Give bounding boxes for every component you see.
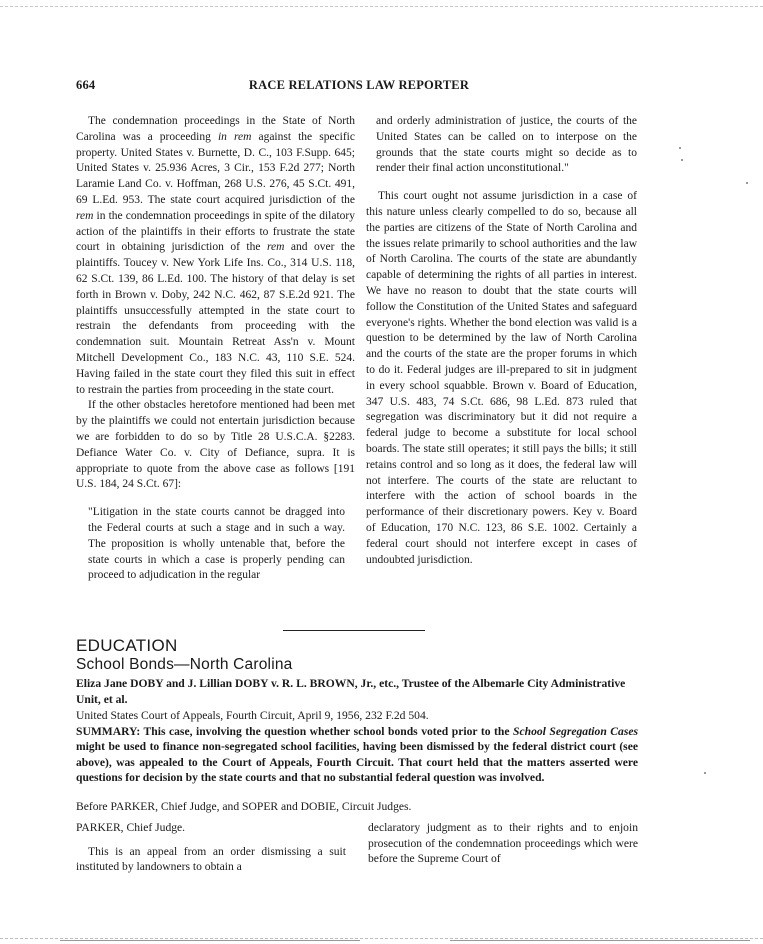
bottom-dashed-border — [0, 938, 763, 939]
block-quote: "Litigation in the state courts cannot be dragged into the Federal courts at such a stage and in such a way. The proposition is wholly untenable that, before the state courts in which a case is properly pending can proceed to adjudication in the regular — [88, 506, 345, 582]
opinion-left-text: This is an appeal from an order dismissing a suit instituted by landowners to obtain a — [76, 844, 346, 874]
case-summary: SUMMARY: This case, involving the question whether school bonds voted prior to the School Segregation Cases might be used to finance non-segregated school facilities, having been dismissed by the federal district court (see above), was appealed to the Court of Appeals, Fourth Circuit. That court held that the matters asserted were questions for decision by the state courts and that no substantial federal question was involved. — [76, 725, 638, 785]
scan-speck — [704, 772, 706, 774]
section-subtitle: School Bonds—North Carolina — [76, 656, 293, 673]
opinion-author: PARKER, Chief Judge. — [76, 821, 186, 834]
block-quote-continued: and orderly administration of justice, the courts of the United States can be called on to interpose on the grounds that the state courts might so decide as to render their final action unconstitutional." — [376, 115, 637, 175]
page-header — [76, 78, 642, 94]
section-heading — [76, 636, 292, 674]
section-divider — [283, 630, 425, 631]
left-paragraph-1: The condemnation proceedings in the State of North Carolina was a proceeding in rem against the specific property. United States v. Burnette, D. C., 103 F.Supp. 645; United States v. 25.936 Acres, 3 Cir., 153 F.2d 277; North Laramie Land Co. v. Hoffman, 268 U.S. 276, 45 S.Ct. 491, 69 L.Ed. 953. The state court acquired jurisdiction of the rem in the condemnation proceedings in spite of the dilatory action of the plaintiffs in their efforts to frustrate the state court in obtaining jurisdiction of the rem and over the plaintiffs. Toucey v. New York Life Ins. Co., 314 U.S. 118, 62 S.Ct. 139, 86 L.Ed. 100. The history of that delay is set forth in Brown v. Doby, 242 N.C. 462, 87 S.E.2d 921. The plaintiffs unsuccessfully attempted in the state court to restrain the defendants from proceeding with the condemnation suit. Mountain Retreat Ass'n v. Mount Mitchell Development Co., 183 N.C. 43, 110 S.E. 524. Having failed in the state court they filed this suit in effect to restrain the parties from proceeding in the state court. — [76, 115, 355, 396]
bench-line: Before PARKER, Chief Judge, and SOPER and DOBIE, Circuit Judges. — [76, 800, 412, 813]
paragraph-gap — [366, 177, 637, 189]
opinion-right-column — [368, 820, 638, 867]
bottom-scan-line — [60, 940, 360, 941]
opinion-right-text: declaratory judgment as to their rights and to enjoin prosecution of the condemnation proceedings which were before the Supreme Court of — [368, 821, 638, 866]
left-paragraph-2: If the other obstacles heretofore mentioned had been met by the plaintiffs we could not entertain jurisdiction because we are forbidden to do so by Title 28 U.S.C.A. §2283. Defiance Water Co. v. City of Defiance, supra. It is appropriate to quote from the above case as follows [191 U.S. 184, 24 S.Ct. 67]: — [76, 399, 355, 491]
case-parties: Eliza Jane DOBY and J. Lillian DOBY v. R. L. BROWN, Jr., etc., Trustee of the Albemarle City Administrative Unit, et al. — [76, 677, 626, 706]
bottom-scan-line — [450, 940, 750, 941]
running-title: RACE RELATIONS LAW REPORTER — [248, 78, 470, 92]
right-paragraph-1: This court ought not assume jurisdiction in a case of this nature unless clearly compelled to do so, because all the parties are citizens of the State of North Carolina and the issues relate primarily to school authorities and the law of North Carolina. The courts of the state are abundantly capable of determining the rights of all parties in interest. We have no reason to doubt that the state courts will follow the Constitution of the United States and safeguard everyone's rights. Whether the bond election was valid is a question to be determined by the law of North Carolina and the courts of the state are the proper forums in which to do it. Federal judges are ill-prepared to sit in judgment in every school squabble. Brown v. Board of Education, 347 U.S. 483, 74 S.Ct. 686, 98 L.Ed. 873 ruled that segregation was discriminatory but it did not require a federal judge to become a substitute for local school boards. The state still operates; it still pays the bills; it still retains control and so long as it does, the federal law will not interfere. The courts of the state are reluctant to interfere with the action of school boards in the performance of their discretionary powers. Key v. Board of Education, 170 N.C. 123, 86 S.E. 1002. Certainly a federal court should not interfere except in cases of undoubted jurisdiction. — [366, 190, 637, 566]
top-dashed-border — [0, 6, 763, 7]
court-citation: United States Court of Appeals, Fourth Circuit, April 9, 1956, 232 F.2d 504. — [76, 709, 429, 722]
left-column — [76, 114, 355, 584]
scan-speck — [681, 159, 683, 161]
scan-speck — [746, 182, 748, 184]
right-column — [366, 114, 637, 568]
opinion-left-column — [76, 820, 346, 875]
page-number: 664 — [76, 78, 96, 92]
section-label: EDUCATION — [76, 636, 178, 655]
scan-speck — [679, 147, 681, 149]
